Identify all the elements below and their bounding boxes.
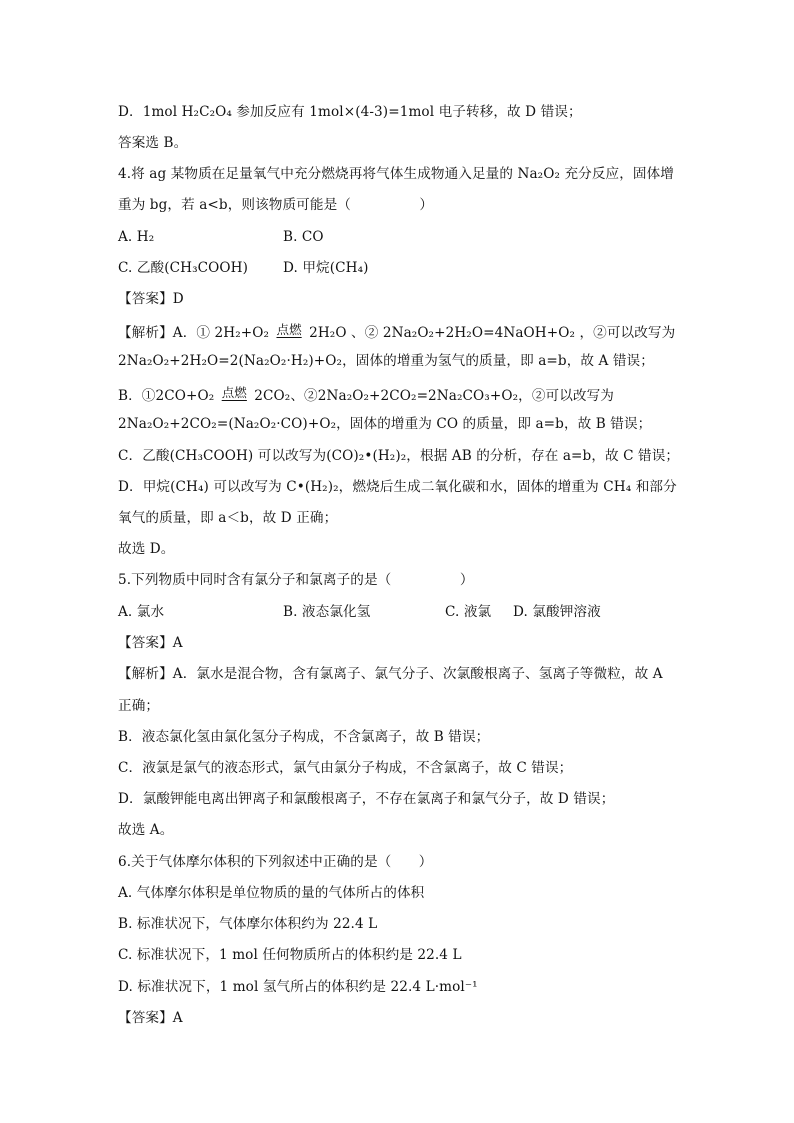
question-4-option-a: A. H₂	[118, 229, 155, 245]
question-5-explanation-line-4: C．液氯是氯气的液态形式，氯气由氯分子构成，不含氯离子，故 C 错误；	[118, 760, 573, 776]
question-6-option-d: D. 标准状况下，1 mol 氢气所占的体积约是 22.4 L·mol⁻¹	[118, 979, 478, 995]
question-4-option-b: B. CO	[283, 229, 324, 245]
question-5-option-b: B. 液态氯化氢	[283, 604, 371, 620]
question-6-option-b: B. 标准状况下，气体摩尔体积约为 22.4 L	[118, 916, 378, 932]
ignite-condition-label: 点燃	[276, 322, 302, 337]
question-6-option-c: C. 标准状况下，1 mol 任何物质所占的体积约是 22.4 L	[118, 947, 462, 963]
question-4-option-d: D. 甲烷(CH₄)	[283, 260, 369, 276]
question-4-explanation-line-7: 氧气的质量，即 a＜b，故 D 正确；	[118, 510, 338, 526]
question-4-explanation-line-4: 2Na₂O₂+2CO₂=(Na₂O₂·CO)+O₂，固体的增重为 CO 的质量，即 a=b，故 B 错误；	[118, 416, 652, 432]
question-4-option-c: C. 乙酸(CH₃COOH)	[118, 260, 249, 276]
question-4-stem-line-2: 重为 bg，若 a<b，则该物质可能是（ ）	[118, 197, 434, 213]
question-5-option-a: A. 氯水	[118, 604, 165, 620]
question-4-explanation-line-5: C．乙酸(CH₃COOH) 可以改写为(CO)₂•(H₂)₂，根据 AB 的分析，存在 a=b，故 C 错误；	[118, 448, 680, 464]
question-5-explanation-line-1: 【解析】A．氯水是混合物，含有氯离子、氯气分子、次氯酸根离子、氢离子等微粒，故 A	[118, 666, 663, 682]
prev-answer-summary: 答案选 B。	[118, 135, 188, 151]
explanation-text: 2CO₂、②2Na₂O₂+2CO₂=2Na₂CO₃+O₂，②可以改写为	[249, 388, 614, 404]
question-5-explanation-line-5: D．氯酸钾能电离出钾离子和氯酸根离子，不存在氯离子和氯气分子，故 D 错误；	[118, 791, 615, 807]
question-6-option-a: A. 气体摩尔体积是单位物质的量的气体所占的体积	[118, 885, 425, 901]
ignite-condition-label: 点燃	[221, 385, 247, 400]
question-4-explanation-line-2: 2Na₂O₂+2H₂O=2(Na₂O₂·H₂)+O₂，固体的增重为氢气的质量，即 a=b，故 A 错误；	[118, 353, 654, 369]
question-6-stem: 6.关于气体摩尔体积的下列叙述中正确的是（ ）	[118, 854, 433, 870]
question-5-explanation-line-3: B．液态氯化氢由氯化氢分子构成，不含氯离子，故 B 错误；	[118, 729, 490, 745]
question-5-answer: 【答案】A	[118, 635, 183, 651]
explanation-text: 2H₂O 、② 2Na₂O₂+2H₂O=4NaOH+O₂ ，②可以改写为	[304, 325, 676, 341]
explanation-text: 【解析】A．① 2H₂+O₂	[118, 325, 274, 341]
question-4-explanation-line-3	[118, 383, 614, 406]
question-5-explanation-line-2: 正确；	[118, 698, 160, 714]
question-5-conclusion: 故选 A。	[118, 822, 174, 838]
question-4-explanation-line-1	[118, 320, 675, 343]
question-4-explanation-line-6: D．甲烷(CH₄) 可以改写为 C•(H₂)₂，燃烧后生成二氧化碳和水，固体的增重为 CH₄ 和部分	[118, 479, 677, 495]
question-6-answer: 【答案】A	[118, 1010, 183, 1026]
explanation-text: B．①2CO+O₂	[118, 388, 219, 404]
question-5-option-d: D. 氯酸钾溶液	[513, 604, 601, 620]
question-5-option-c: C. 液氯	[445, 604, 492, 620]
prev-explanation-d: D．1mol H₂C₂O₄ 参加反应有 1mol×(4-3)=1mol 电子转移，故 D 错误；	[118, 104, 582, 120]
question-4-answer: 【答案】D	[118, 291, 184, 307]
question-4-conclusion: 故选 D。	[118, 541, 175, 557]
question-4-stem-line-1: 4.将 ag 某物质在足量氧气中充分燃烧再将气体生成物通入足量的 Na₂O₂ 充分反应，固体增	[118, 166, 674, 182]
question-5-stem: 5.下列物质中同时含有氯分子和氯离子的是（ ）	[118, 572, 474, 588]
